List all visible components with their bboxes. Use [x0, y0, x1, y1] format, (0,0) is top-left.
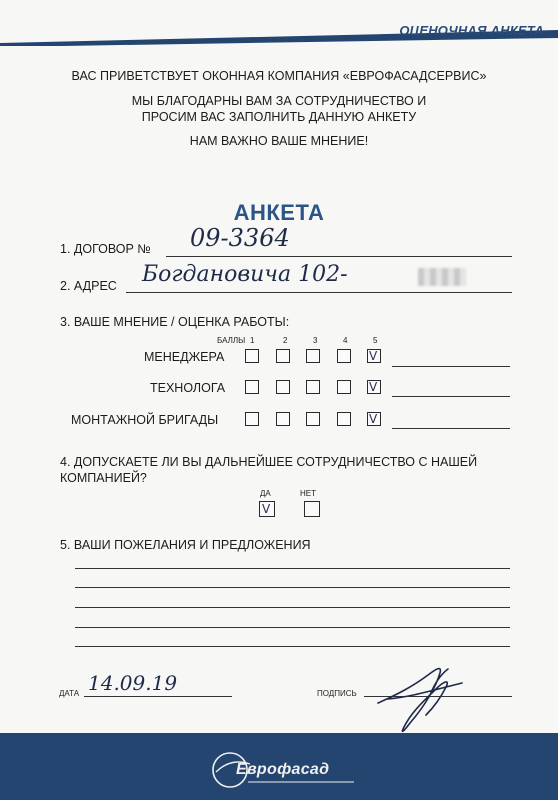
technologist-score-3[interactable] — [306, 380, 320, 394]
technologist-score-1[interactable] — [245, 380, 259, 394]
cooperation-question-line2: КОМПАНИЕЙ? — [60, 471, 147, 485]
install-team-score-4[interactable] — [337, 412, 351, 426]
suggestions-line-3[interactable] — [75, 607, 510, 608]
handwritten-signature — [370, 655, 480, 745]
header-title: ОЦЕНОЧНАЯ АНКЕТА — [399, 23, 544, 38]
manager-score-1[interactable] — [245, 349, 259, 363]
intro-thanks-line1: МЫ БЛАГОДАРНЫ ВАМ ЗА СОТРУДНИЧЕСТВО И — [131, 94, 427, 108]
suggestions-line-4[interactable] — [75, 627, 510, 628]
install-team-comment-line[interactable] — [392, 428, 510, 429]
install-team-score-1[interactable] — [245, 412, 259, 426]
no-label: НЕТ — [300, 489, 316, 498]
contract-value: 09-3364 — [190, 224, 290, 252]
contract-field-line[interactable] — [166, 256, 512, 257]
manager-score-3[interactable] — [306, 349, 320, 363]
install-team-score-3[interactable] — [306, 412, 320, 426]
technologist-check-mark: V — [369, 380, 378, 394]
suggestions-line-2[interactable] — [75, 587, 510, 588]
scale-3: 3 — [313, 336, 318, 345]
row-install-team-label: МОНТАЖНОЙ БРИГАДЫ — [71, 413, 219, 427]
address-label: 2. АДРЕС — [60, 279, 117, 293]
no-checkbox[interactable] — [304, 501, 320, 517]
date-label: ДАТА — [59, 689, 80, 698]
row-manager-label: МЕНЕДЖЕРА — [144, 350, 225, 364]
technologist-score-2[interactable] — [276, 380, 290, 394]
yes-check-mark: V — [262, 502, 271, 516]
cooperation-question-line1: 4. ДОПУСКАЕТЕ ЛИ ВЫ ДАЛЬНЕЙШЕЕ СОТРУДНИЧЕСТВО С НАШЕЙ — [60, 455, 478, 469]
scale-1: 1 — [250, 336, 255, 345]
yes-label: ДА — [260, 489, 271, 498]
technologist-comment-line[interactable] — [392, 396, 510, 397]
suggestions-line-5[interactable] — [75, 646, 510, 647]
date-field-line[interactable] — [84, 696, 232, 697]
intro-greeting: ВАС ПРИВЕТСТВУЕТ ОКОННАЯ КОМПАНИЯ «ЕВРОФАСАДСЕРВИС» — [71, 69, 487, 83]
manager-score-4[interactable] — [337, 349, 351, 363]
technologist-score-4[interactable] — [337, 380, 351, 394]
suggestions-line-1[interactable] — [75, 568, 510, 569]
address-field-line[interactable] — [126, 292, 512, 293]
row-technologist-label: ТЕХНОЛОГА — [150, 381, 226, 395]
scale-label: БАЛЛЫ — [217, 336, 246, 345]
scale-4: 4 — [343, 336, 348, 345]
signature-label: ПОДПИСЬ — [317, 689, 357, 698]
intro-important: НАМ ВАЖНО ВАШЕ МНЕНИЕ! — [189, 134, 369, 148]
scale-5: 5 — [373, 336, 378, 345]
contract-label: 1. ДОГОВОР № — [60, 242, 151, 256]
manager-check-mark: V — [369, 349, 378, 363]
suggestions-label: 5. ВАШИ ПОЖЕЛАНИЯ И ПРЕДЛОЖЕНИЯ — [60, 538, 311, 552]
rating-label: 3. ВАШЕ МНЕНИЕ / ОЦЕНКА РАБОТЫ: — [60, 315, 290, 329]
install-team-check-mark: V — [369, 412, 378, 426]
scale-2: 2 — [283, 336, 288, 345]
redacted-apartment — [418, 268, 466, 286]
logo-text: Еврофасад — [236, 761, 330, 778]
intro-thanks-line2: ПРОСИМ ВАС ЗАПОЛНИТЬ ДАННУЮ АНКЕТУ — [141, 110, 417, 124]
form-title: АНКЕТА — [233, 200, 325, 225]
manager-score-2[interactable] — [276, 349, 290, 363]
date-value: 14.09.19 — [88, 671, 178, 695]
install-team-score-2[interactable] — [276, 412, 290, 426]
address-value: Богдановича 102- — [142, 262, 348, 287]
manager-comment-line[interactable] — [392, 366, 510, 367]
